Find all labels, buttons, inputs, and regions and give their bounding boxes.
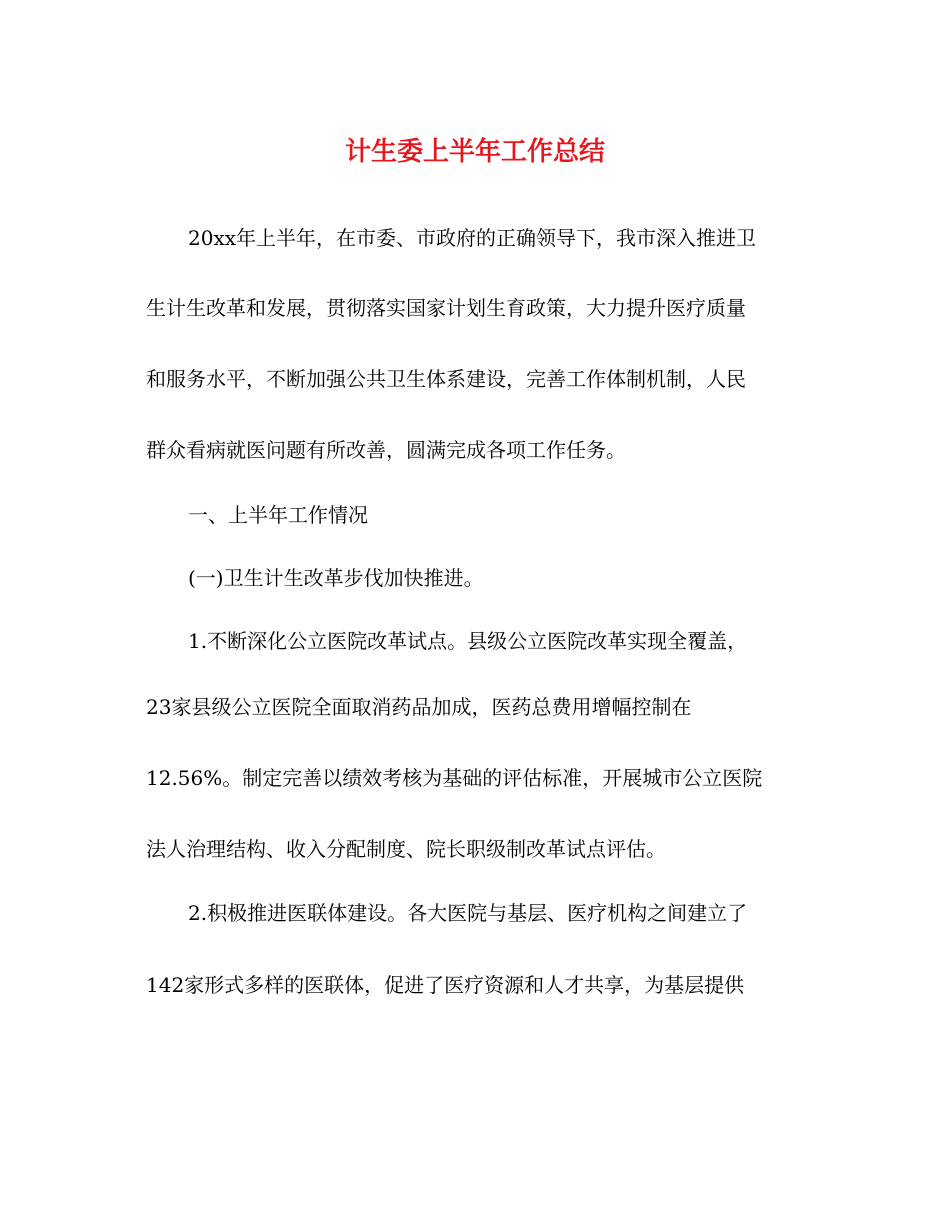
paragraph-line-5: 1.不断深化公立医院改革试点。县级公立医院改革实现全覆盖， <box>188 629 748 653</box>
paragraph-line-1: 20xx年上半年，在市委、市政府的正确领导下，我市深入推进卫 <box>188 226 757 250</box>
document-title: 计生委上半年工作总结 <box>344 137 605 167</box>
paragraph-line-6: 23家县级公立医院全面取消药品加成，医药总费用增幅控制在 <box>146 695 692 719</box>
paragraph-line-7: 12.56%。制定完善以绩效考核为基础的评估标准，开展城市公立医院 <box>146 766 763 790</box>
paragraph-line-8: 法人治理结构、收入分配制度、院长职级制改革试点评估。 <box>146 837 666 861</box>
paragraph-line-10: 142家形式多样的医联体，促进了医疗资源和人才共享，为基层提供 <box>146 973 745 997</box>
paragraph-line-2: 生计生改革和发展，贯彻落实国家计划生育政策，大力提升医疗质量 <box>146 296 746 320</box>
paragraph-line-3: 和服务水平，不断加强公共卫生体系建设，完善工作体制机制，人民 <box>146 367 746 391</box>
paragraph-line-9: 2.积极推进医联体建设。各大医院与基层、医疗机构之间建立了 <box>188 901 748 925</box>
section-heading: 一、上半年工作情况 <box>188 503 368 527</box>
paragraph-line-4: 群众看病就医问题有所改善，圆满完成各项工作任务。 <box>146 438 626 462</box>
subsection-heading: (一)卫生计生改革步伐加快推进。 <box>188 566 484 590</box>
